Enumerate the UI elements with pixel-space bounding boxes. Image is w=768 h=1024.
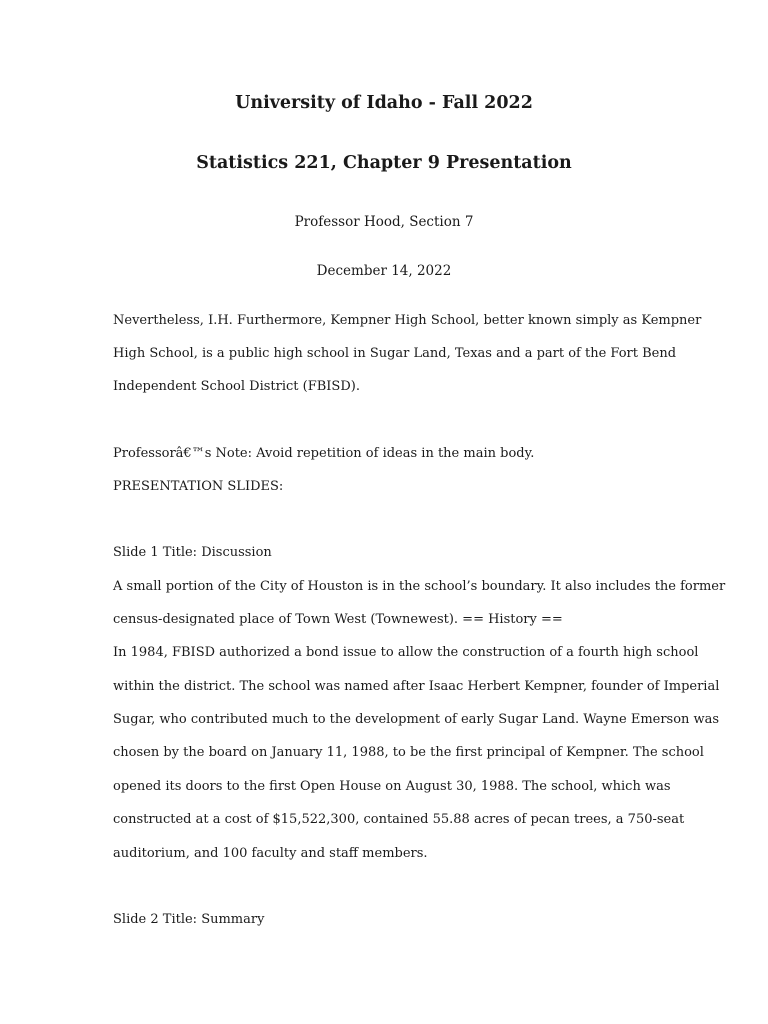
intro-line: Nevertheless, I.H. Furthermore, Kempner High School, better known simply as Kempner: [113, 313, 702, 328]
slide1-line: auditorium, and 100 faculty and staff members.: [113, 846, 428, 861]
slide1-line: In 1984, FBISD authorized a bond issue to allow the construction of a fourth high school: [113, 645, 699, 660]
institution-heading: University of Idaho - Fall 2022: [235, 93, 533, 113]
slide1-line: Sugar, who contributed much to the development of early Sugar Land. Wayne Emerson was: [113, 712, 720, 727]
slide1-line: A small portion of the City of Houston is in the school’s boundary. It also includes the former: [113, 579, 726, 594]
slide2-title: Slide 2 Title: Summary: [113, 912, 265, 927]
slide1-line: census-designated place of Town West (Townewest). == History ==: [113, 612, 563, 627]
intro-line: High School, is a public high school in Sugar Land, Texas and a part of the Fort Bend: [113, 346, 677, 361]
slide1-line: opened its doors to the first Open House on August 30, 1988. The school, which was: [113, 779, 671, 794]
professor-note: Professorâ€™s Note: Avoid repetition of ideas in the main body.: [113, 446, 535, 461]
slide1-line: within the district. The school was named after Isaac Herbert Kempner, founder of Imperial: [113, 679, 720, 694]
slide1-line: chosen by the board on January 11, 1988, to be the first principal of Kempner. The school: [113, 745, 704, 760]
slides-heading: PRESENTATION SLIDES:: [113, 479, 284, 494]
course-title: Statistics 221, Chapter 9 Presentation: [196, 153, 572, 173]
intro-line: Independent School District (FBISD).: [113, 379, 360, 394]
slide1-line: constructed at a cost of $15,522,300, contained 55.88 acres of pecan trees, a 750-seat: [113, 812, 685, 827]
slide1-title: Slide 1 Title: Discussion: [113, 545, 272, 560]
date-line: December 14, 2022: [316, 263, 452, 279]
instructor-line: Professor Hood, Section 7: [294, 214, 474, 230]
